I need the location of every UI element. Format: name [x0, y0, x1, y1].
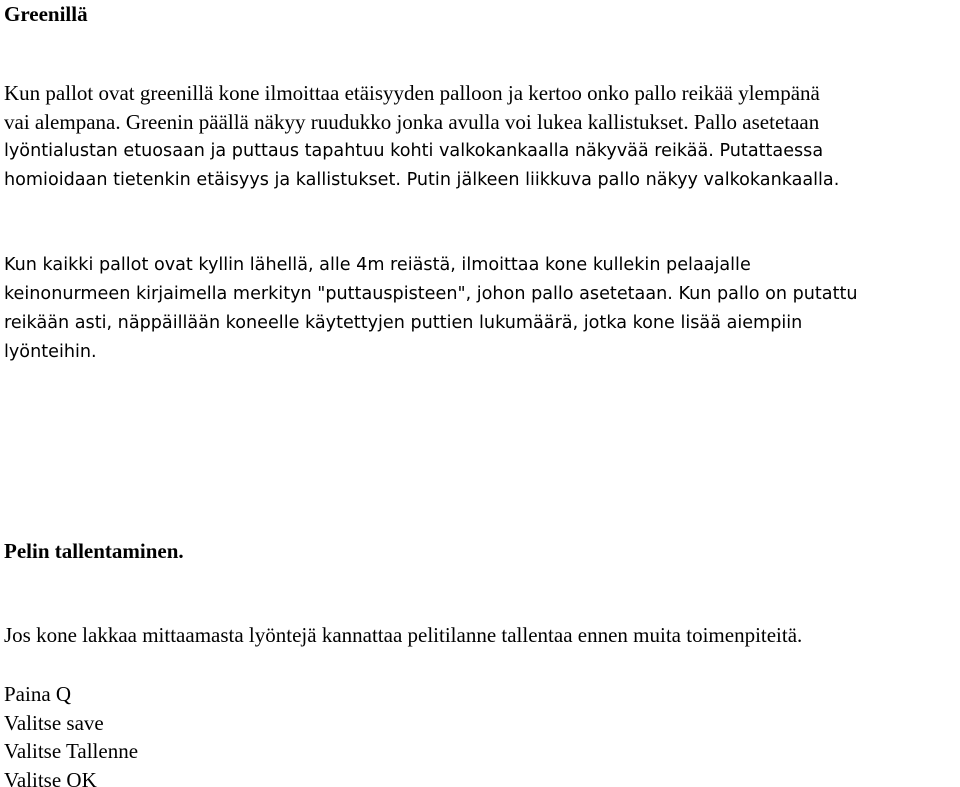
paragraph-line: homioidaan tietenkin etäisyys ja kallistukset. Putin jälkeen liikkuva pallo näkyy valkokankaalla. — [4, 170, 840, 190]
paragraph-saving-intro: Jos kone lakkaa mittaamasta lyöntejä kannattaa pelitilanne tallentaa ennen muita toimenpiteitä. — [4, 623, 803, 647]
paragraph-line: lyöntialustan etuosaan ja puttaus tapahtuu kohti valkokankaalla näkyvää reikää. Putattaessa — [4, 141, 824, 161]
section-title-saving: Pelin tallentaminen. — [4, 539, 184, 563]
step-item: Valitse Tallenne — [4, 739, 139, 763]
paragraph-line: Kun kaikki pallot ovat kyllin lähellä, alle 4m reiästä, ilmoittaa kone kullekin pelaajalle — [4, 255, 751, 275]
step-item: Valitse OK — [4, 767, 97, 787]
section-title-greenilla: Greenillä — [4, 2, 88, 26]
paragraph-line: vai alempana. Greenin päällä näkyy ruudukko jonka avulla voi lukea kallistukset. Pallo asetetaan — [4, 110, 820, 134]
paragraph-line: lyönteihin. — [4, 342, 97, 362]
paragraph-line: keinonurmeen kirjaimella merkityn "puttauspisteen", johon pallo asetetaan. Kun pallo on putattu — [4, 284, 858, 304]
paragraph-line: Kun pallot ovat greenillä kone ilmoittaa etäisyyden palloon ja kertoo onko pallo reikää ylempänä — [4, 81, 820, 105]
saving-steps-list — [4, 680, 138, 787]
paragraph-line: reikään asti, näppäillään koneelle käytettyjen puttien lukumäärä, jotka kone lisää aiempiin — [4, 313, 803, 333]
paragraph-green-info — [4, 79, 839, 195]
step-item: Paina Q — [4, 682, 72, 706]
paragraph-putting-info — [4, 251, 858, 367]
step-item: Valitse save — [4, 710, 104, 735]
